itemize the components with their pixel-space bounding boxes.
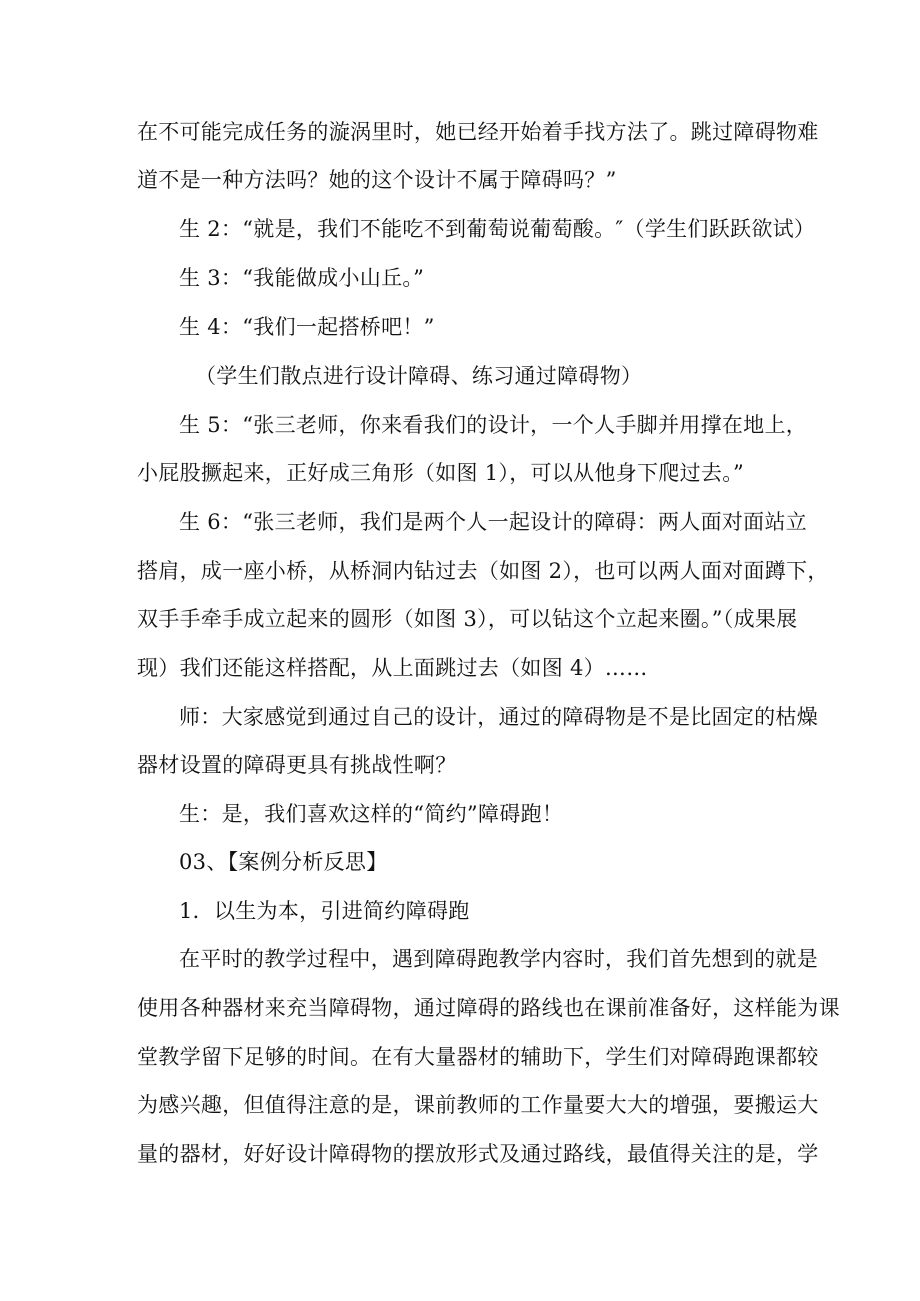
dialogue-line-student-2: 生 2：“就是，我们不能吃不到葡萄说葡萄酸。″（学生们跃跃欲试）: [179, 217, 816, 241]
paragraph-line: 量的器材，好好设计障碍物的摆放形式及通过路线，最值得关注的是，学: [137, 1142, 819, 1166]
paragraph-line: 搭肩，成一座小桥，从桥洞内钻过去（如图 2），也可以两人面对面蹲下，: [137, 559, 829, 583]
paragraph-line: 现）我们还能这样搭配，从上面跳过去（如图 4）……: [137, 656, 648, 680]
paragraph-line: 道不是一种方法吗？她的这个设计不属于障碍吗？”: [137, 168, 617, 192]
dialogue-line-teacher: 师：大家感觉到通过自己的设计，通过的障碍物是不是比固定的枯燥: [179, 705, 818, 729]
dialogue-line-student-6: 生 6：“张三老师，我们是两个人一起设计的障碍：两人面对面站立: [179, 510, 808, 534]
paragraph-line: 在不可能完成任务的漩涡里时，她已经开始着手找方法了。跳过障碍物难: [137, 120, 819, 144]
dialogue-line-student-4: 生 4：“我们一起搭桥吧！”: [179, 315, 435, 339]
paragraph-line: 堂教学留下足够的时间。在有大量器材的辅助下，学生们对障碍跑课都较: [137, 1045, 819, 1069]
paragraph-line: 器材设置的障碍更具有挑战性啊？: [137, 753, 457, 777]
subsection-heading: 1．以生为本，引进简约障碍跑: [179, 899, 470, 923]
dialogue-line-student-3: 生 3：“我能做成小山丘。”: [179, 266, 425, 290]
paragraph-line: 为感兴趣，但值得注意的是，课前教师的工作量要大大的增强，要搬运大: [137, 1093, 819, 1117]
paragraph-line: 在平时的教学过程中，遇到障碍跑教学内容时，我们首先想到的就是: [179, 947, 818, 971]
dialogue-line-student-5: 生 5：“张三老师，你来看我们的设计，一个人手脚并用撑在地上，: [179, 413, 808, 437]
dialogue-line-students: 生：是，我们喜欢这样的“简约”障碍跑！: [179, 802, 564, 826]
paragraph-line: 小屁股撅起来，正好成三角形（如图 1），可以从他身下爬过去。”: [137, 461, 745, 485]
stage-direction: （学生们散点进行设计障碍、练习通过障碍物）: [195, 364, 643, 388]
paragraph-line: 使用各种器材来充当障碍物，通过障碍的路线也在课前准备好，这样能为课: [137, 996, 840, 1020]
paragraph-line: 双手手牵手成立起来的圆形（如图 3），可以钻这个立起来圈。”（成果展: [137, 607, 798, 631]
section-heading: 03、【案例分析反思】: [179, 850, 388, 874]
